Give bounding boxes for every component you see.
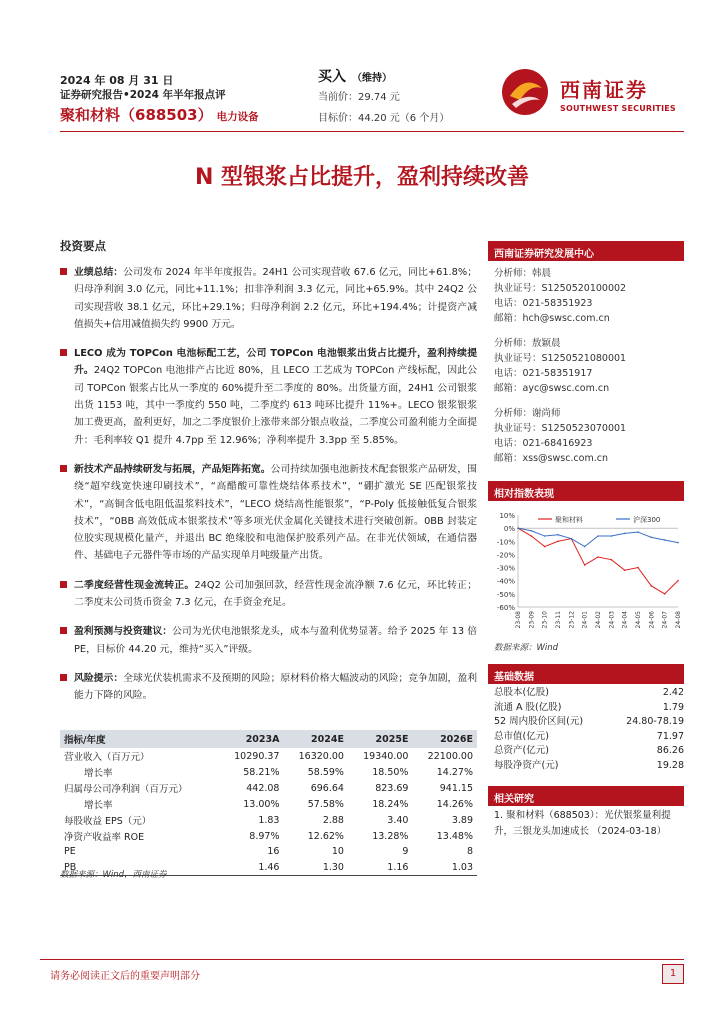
bullet-item: [60, 670, 477, 705]
series-point: [584, 564, 586, 566]
table-row-label: PE: [64, 846, 76, 858]
bullet-marker: [60, 349, 67, 356]
table-cell: 16: [267, 846, 280, 858]
series-point: [584, 546, 586, 548]
series-point: [651, 585, 653, 587]
basic-key: 总股本(亿股): [494, 687, 549, 698]
basic-value: 24.80-78.19: [626, 716, 684, 727]
basic-value: 2.42: [662, 687, 684, 698]
x-tick-label: 24-06: [648, 611, 656, 629]
table-header-cell: 2026E: [412, 730, 477, 748]
series-point: [664, 539, 666, 541]
series-point: [597, 535, 599, 537]
basic-data-row: [494, 759, 684, 774]
table-cell: 14.26%: [436, 798, 473, 810]
target-price: 目标价：44.20 元（6 个月）: [318, 113, 450, 124]
analyst-email[interactable]: 邮箱：xss@swsc.com.cn: [494, 453, 608, 464]
analyst-name: 分析师：谢尚师: [494, 408, 561, 419]
y-tick-label: 10%: [499, 512, 515, 520]
bullet-item: [60, 264, 477, 333]
table-cell: 9: [402, 846, 409, 858]
table-cell: 58.21%: [243, 766, 280, 778]
table-cell: 16320.00: [298, 750, 344, 762]
basic-key: 每股净资产(元): [494, 759, 559, 771]
bullet-marker: [60, 268, 67, 275]
table-row-label: 营业收入（百万元）: [64, 752, 150, 763]
table-header-cell: 2025E: [348, 730, 412, 748]
basic-data-list: [494, 686, 684, 773]
rating: [318, 66, 392, 86]
legend-label: 沪深300: [633, 516, 661, 524]
table-cell: 3.40: [387, 814, 409, 826]
series-point: [544, 546, 546, 548]
series-point: [531, 535, 533, 537]
basic-data-row: [494, 701, 684, 716]
bullet-head: 二季度经营性现金流转正。: [74, 579, 195, 591]
analyst-list: [494, 266, 684, 476]
table-row-label: 每股收益 EPS（元）: [64, 816, 152, 827]
bullet-text: 24Q2 TOPCon 电池排产占比近 80%，且 LECO 工艺成为 TOPCon 产线标配，因此公司 TOPCon 银浆占比从一季度的 60%提升至二季度的 80%。出货量方面，24H1 公司银浆出货 1153 吨，其中一季度约 550 吨，二季度约 613 吨环比提升 11%+。LECO 银浆银浆加工费更高，盈利更好，加之二季度银价上涨带来部分银点收益，二季度公司盈利能力全面提升：毛利率较 Q1 提升 4.7pp 至 12.96%；净利率提升 3.3pp 至 5.85%。: [74, 365, 477, 446]
x-tick-label: 24-03: [608, 611, 616, 629]
x-tick-label: 23-12: [568, 611, 576, 629]
series-line-1: [518, 528, 678, 546]
table-header-row: [60, 730, 477, 748]
table-cell: 13.28%: [372, 830, 409, 842]
series-point: [624, 569, 626, 571]
bullet-head: 新技术产品持续研发与拓展，产品矩阵拓宽。: [74, 463, 271, 475]
bullet-text: 公司发布 2024 年半年度报告。24H1 公司实现营收 67.6 亿元，同比+61.8%；归母净利润 3.0 亿元，同比+11.1%；扣非净利润 3.3 亿元，同比+65.9%。其中 24Q2 公司实现营收 38.1 亿元，环比+29.1%；归母净利润 2.2 亿元，环比+194.4%；计提资产减值损失+信用减值损失约 9900 万元。: [74, 267, 477, 330]
table-cell: 18.24%: [372, 798, 409, 810]
y-tick-label: 0%: [503, 525, 515, 534]
forecast-table: [60, 730, 477, 876]
basic-key: 总市值(亿元): [494, 730, 549, 742]
table-cell: 442.08: [246, 782, 280, 794]
x-tick-label: 23-10: [541, 611, 549, 629]
related-report[interactable]: 1. 聚和材料（688503）：光伏银浆量利提升，三银龙头加速成长 （2024-03-18）: [494, 810, 671, 837]
analyst-license: 执业证号：S1250521080001: [494, 353, 627, 364]
x-tick-label: 24-07: [661, 611, 669, 629]
x-tick-label: 23-11: [555, 611, 562, 629]
analyst-license: 执业证号：S1250520100002: [494, 283, 627, 294]
table-cell: 13.00%: [243, 798, 280, 810]
y-tick-label: -40%: [496, 577, 515, 586]
analyst-email[interactable]: 邮箱：ayc@swsc.com.cn: [494, 383, 610, 394]
bullet-marker: [60, 581, 67, 588]
table-cell: 8: [466, 846, 473, 858]
table-cell: 14.27%: [436, 766, 473, 778]
y-tick-label: -20%: [496, 551, 515, 560]
company-name: [60, 104, 259, 125]
table-cell: 1.46: [219, 860, 283, 876]
series-point: [611, 535, 613, 537]
report-type: 证券研究报告•2024 年半年报点评: [60, 89, 226, 101]
analyst-name: 分析师：韩晨: [494, 268, 552, 279]
table-row: [60, 764, 477, 780]
rating-label: 买入: [318, 69, 346, 85]
relative-index-chart: [488, 505, 684, 635]
analyst-card: [494, 406, 684, 466]
company-label: 聚和材料（688503）: [60, 106, 213, 124]
y-tick-label: -60%: [496, 604, 515, 612]
basic-key: 总资产(亿元): [494, 745, 549, 756]
basic-data-row: [494, 744, 684, 759]
series-point: [557, 540, 559, 542]
footer-divider: [40, 959, 684, 960]
bullet-head: 盈利预测与投资建议：: [74, 626, 173, 638]
table-cell: 10290.37: [234, 750, 280, 762]
basic-data-bar: 基础数据: [488, 664, 684, 684]
table-source: 数据来源：Wind，西南证券: [60, 870, 167, 880]
legend-label: 聚和材料: [555, 516, 583, 524]
bullet-text: 公司为光伏电池银浆龙头，成本与盈利优势显著。给予 2025 年 13 倍 PE，目标价 44.20 元，维持“买入”评级。: [74, 626, 478, 655]
analyst-name: 分析师：敖颖晨: [494, 338, 561, 349]
table-header-cell: 2023A: [219, 730, 283, 748]
bullet-head: 风险提示：: [74, 672, 124, 684]
chart-title-bar: 相对指数表现: [488, 481, 684, 501]
logo-text-cn: 西南证券: [560, 78, 648, 102]
table-row: [60, 780, 477, 796]
analyst-phone: 电话：021-68416923: [494, 438, 593, 449]
analyst-card: [494, 266, 684, 326]
table-cell: 12.62%: [307, 830, 344, 842]
y-tick-label: -30%: [496, 564, 515, 573]
bullet-head: 业绩总结：: [74, 267, 124, 278]
basic-value: 71.97: [656, 730, 684, 742]
x-tick-label: 24-08: [675, 611, 682, 629]
table-body: [60, 748, 477, 875]
table-cell: 22100.00: [427, 750, 473, 762]
bullet-text: 24Q2 公司加强回款，经营性现金流净额 7.6 亿元，环比转正；二季度末公司货币资金 7.3 亿元，在手资金充足。: [74, 579, 477, 609]
basic-data-row: [494, 730, 684, 745]
table-row: [60, 828, 477, 844]
bullet-head: LECO 成为 TOPCon 电池标配工艺，公司 TOPCon 电池银浆出货占比提升，盈利持续提升。: [74, 348, 477, 377]
bullet-list: [60, 264, 477, 705]
series-point: [531, 530, 533, 532]
series-point: [597, 556, 599, 558]
bullet-marker: [60, 674, 67, 681]
table-cell: 18.50%: [372, 766, 409, 778]
basic-data-row: [494, 686, 684, 701]
y-tick-label: -10%: [496, 538, 515, 547]
basic-key: 流通 A 股(亿股): [494, 701, 562, 713]
basic-value: 1.79: [662, 701, 684, 713]
industry-label: 电力设备: [216, 111, 259, 123]
table-cell: 1.16: [348, 860, 412, 876]
analyst-phone: 电话：021-58351917: [494, 368, 593, 379]
series-point: [677, 580, 679, 582]
related-list: [494, 808, 684, 840]
y-tick-label: -50%: [496, 590, 515, 599]
series-point: [677, 542, 679, 544]
bullet-marker: [60, 465, 67, 472]
table-cell: 10: [331, 846, 344, 858]
x-tick-label: 24-01: [581, 611, 589, 629]
table-row: [60, 796, 477, 812]
series-point: [517, 527, 519, 529]
table-cell: 941.15: [439, 782, 473, 794]
table-cell: 19340.00: [363, 750, 409, 762]
x-tick-label: 24-05: [635, 611, 642, 629]
table-cell: 3.89: [451, 814, 473, 826]
basic-key: 52 周内股价区间(元): [494, 716, 584, 727]
related-bar: 相关研究: [488, 786, 684, 806]
table-cell: 8.97%: [249, 830, 280, 842]
chart-source: 数据来源：Wind: [494, 643, 559, 653]
table-header-cell: 2024E: [283, 730, 347, 748]
bullet-marker: [60, 627, 67, 634]
series-point: [611, 559, 613, 561]
investment-highlights: [60, 238, 477, 717]
table-cell: 1.83: [258, 814, 280, 826]
report-title: N 型银浆占比提升，盈利持续改善: [194, 165, 530, 190]
bullet-item: [60, 623, 477, 658]
bullet-item: [60, 345, 477, 449]
table-row: [60, 748, 477, 764]
x-tick-label: 23-09: [528, 611, 536, 629]
logo-text-en: SOUTHWEST SECURITIES: [560, 104, 676, 113]
series-point: [624, 533, 626, 535]
bullet-text: 全球光伏装机需求不及预期的风险；原材料价格大幅波动的风险；竞争加剧，盈利能力下降的风险。: [74, 672, 478, 702]
basic-value: 19.28: [656, 759, 684, 771]
series-point: [571, 538, 573, 540]
table-header-cell: 指标/年度: [60, 730, 219, 748]
series-point: [651, 537, 653, 539]
x-tick-label: 23-08: [515, 611, 522, 629]
x-tick-label: 24-02: [595, 611, 602, 629]
table-row-label: 归属母公司净利润（百万元）: [64, 784, 188, 795]
table-cell: 13.48%: [436, 830, 473, 842]
report-date: 2024 年 08 月 31 日: [60, 74, 174, 87]
table-cell: 1.03: [412, 860, 477, 876]
bullet-item: [60, 577, 477, 612]
table-cell: 696.64: [310, 782, 344, 794]
basic-data-row: [494, 715, 684, 730]
series-point: [637, 567, 639, 569]
table-row: [60, 812, 477, 828]
basic-value: 86.26: [656, 745, 684, 756]
analyst-license: 执业证号：S1250523070001: [494, 423, 627, 434]
current-price: 当前价：29.74 元: [318, 92, 400, 103]
section-heading: 投资要点: [60, 239, 106, 253]
series-point: [557, 534, 559, 536]
table-cell: 1.30: [283, 860, 347, 876]
series-point: [637, 531, 639, 533]
table-row-label: 净资产收益率 ROE: [64, 832, 145, 843]
rating-sub: （维持）: [352, 73, 392, 84]
table-row-label: PB: [60, 860, 219, 876]
table-cell: 58.59%: [307, 766, 344, 778]
header-divider: [60, 131, 684, 132]
analyst-phone: 电话：021-58351923: [494, 298, 593, 309]
table-cell: 57.58%: [307, 798, 344, 810]
footer-disclaimer: 请务必阅读正文后的重要声明部分: [50, 971, 200, 982]
x-tick-label: 24-04: [621, 611, 629, 629]
institute-bar: 西南证券研究发展中心: [488, 241, 684, 261]
chart-svg: [488, 505, 684, 635]
table-cell: 823.69: [375, 782, 409, 794]
table-row: [60, 844, 477, 860]
series-point: [544, 535, 546, 537]
page-number: 1: [662, 964, 684, 984]
bullet-text: 公司持续加强电池新技术配套银浆产品研发，围绕“超窄线宽快速印刷技术”，“高醋酸可靠性烧结体系技术”，“硼扩激光 SE 匹配银浆技术”，“高铜含低电阻低温浆料技术”，“LECO 烧结高性能银浆”，“P-Poly 低接触低复合银浆技术”，“0BB 高效低成本银浆技术”等多项光伏金属化关键技术进行突破创新。0BB 封装定位胶实现规模化量产，并退出 BC 绝缘胶和电池保护胶系列产品。在非光伏领域，在通信器件、基础电子元器件等市场的产品实现单月吨级量产出货。: [74, 463, 478, 562]
analyst-email[interactable]: 邮箱：hch@swsc.com.cn: [494, 313, 610, 324]
table-row-label: 增长率: [84, 800, 113, 811]
analyst-card: [494, 336, 684, 396]
table-row-label: 增长率: [84, 768, 113, 779]
series-point: [664, 593, 666, 595]
table-cell: 2.88: [322, 814, 344, 826]
bullet-item: [60, 461, 477, 565]
